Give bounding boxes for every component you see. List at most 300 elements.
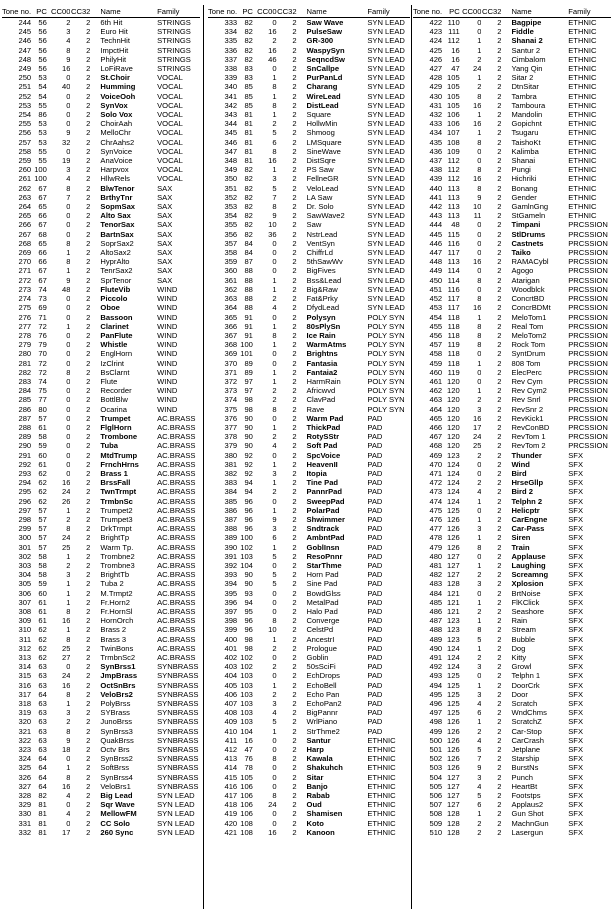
table-row <box>2 589 200 598</box>
tone-number: 324 <box>18 754 32 764</box>
cc32-value: 2 <box>292 487 297 497</box>
cc00-value: 1 <box>477 809 482 819</box>
tone-number: 496 <box>429 699 443 709</box>
table-row <box>413 248 611 257</box>
table-row <box>413 257 611 266</box>
tone-number: 328 <box>18 791 32 801</box>
tone-family: VOCAL <box>157 91 183 101</box>
pc-value: 123 <box>447 634 460 644</box>
cc00-value: 0 <box>477 459 482 469</box>
pc-value: 96 <box>244 616 253 626</box>
tone-family: PAD <box>367 579 383 589</box>
cc00-value: 1 <box>272 321 277 331</box>
table-row <box>208 662 410 671</box>
cc32-value: 2 <box>292 468 297 478</box>
tone-name: 260 Sync <box>100 827 134 837</box>
tone-family: ETHNIC <box>367 827 396 837</box>
pc-value: 126 <box>447 533 460 543</box>
tone-family: PRCSSION <box>568 432 608 442</box>
table-row <box>413 598 611 607</box>
cc32-value: 2 <box>86 27 91 37</box>
tone-family: ETHNIC <box>568 91 597 101</box>
tone-name: Wind <box>511 459 530 469</box>
cc00-value: 2 <box>272 487 277 497</box>
tone-family: SYN LEAD <box>367 211 405 221</box>
pc-value: 124 <box>447 496 460 506</box>
pc-value: 94 <box>244 597 253 607</box>
cc32-value: 2 <box>86 367 91 377</box>
cc00-value: 1 <box>272 726 277 736</box>
pc-value: 89 <box>244 367 253 377</box>
cc32-value: 2 <box>497 422 502 432</box>
cc00-value: 0 <box>272 809 277 819</box>
tone-family: SYN LEAD <box>367 146 405 156</box>
cc00-value: 4 <box>66 809 71 819</box>
cc32-value: 2 <box>497 763 502 773</box>
tone-number: 455 <box>429 321 443 331</box>
tone-name: EchoPan2 <box>306 699 342 709</box>
tone-name: BigFives <box>306 266 336 276</box>
cc32-value: 2 <box>86 349 91 359</box>
tone-family: WIND <box>157 376 178 386</box>
pc-value: 90 <box>244 579 253 589</box>
table-row <box>413 727 611 736</box>
pc-value: 119 <box>447 367 460 377</box>
cc00-value: 2 <box>477 818 482 828</box>
tone-name: Oboe <box>100 303 120 313</box>
cc32-value: 2 <box>497 616 502 626</box>
tone-number: 256 <box>18 128 32 138</box>
table-row <box>413 73 611 82</box>
tone-number: 252 <box>18 91 32 101</box>
cc32-value: 2 <box>86 505 91 515</box>
tone-family: SYNBRASS <box>157 735 199 745</box>
tone-name: EnglHorn <box>100 349 133 359</box>
cc32-value: 2 <box>86 579 91 589</box>
cc32-value: 2 <box>292 174 297 184</box>
cc00-value: 0 <box>66 100 71 110</box>
tone-name: StarThme <box>306 560 342 570</box>
cc00-value: 16 <box>62 478 71 488</box>
tone-name: Growl <box>511 662 532 672</box>
pc-value: 106 <box>240 791 253 801</box>
tone-family: SFX <box>568 616 584 626</box>
tone-family: PAD <box>367 597 383 607</box>
pc-value: 98 <box>244 643 253 653</box>
table-row <box>208 340 410 349</box>
tone-name: Footstps <box>511 791 541 801</box>
tone-family: SYN LEAD <box>367 183 405 193</box>
tone-table <box>208 5 410 837</box>
cc32-value: 2 <box>292 128 297 138</box>
tone-number: 340 <box>224 82 238 92</box>
pc-value: 113 <box>447 192 460 202</box>
cc32-value: 2 <box>292 257 297 267</box>
pc-value: 74 <box>38 284 47 294</box>
tone-family: SFX <box>568 607 584 616</box>
pc-value: 124 <box>447 487 460 497</box>
tone-family: VOCAL <box>157 128 183 138</box>
tone-family: POLY SYN <box>367 358 405 368</box>
tone-family: SYN LEAD <box>157 818 195 828</box>
cc00-value: 3 <box>477 579 482 589</box>
tone-family: SYN LEAD <box>367 91 405 101</box>
table-row <box>2 533 200 542</box>
cc00-value: 1 <box>272 376 277 386</box>
cc32-value: 2 <box>497 376 502 386</box>
tone-family: PAD <box>367 570 383 580</box>
table-row <box>208 441 410 450</box>
header-row <box>208 5 410 18</box>
table-row <box>208 294 410 303</box>
tone-name: SoprSax2 <box>100 238 134 248</box>
cc00-value: 10 <box>268 220 277 230</box>
cc32-value: 2 <box>292 450 297 460</box>
tone-name: Fantaia2 <box>306 367 338 377</box>
tone-family: POLY SYN <box>367 404 405 414</box>
tone-name: Fantasia <box>306 358 338 368</box>
tone-number: 424 <box>429 36 443 46</box>
cc32-value: 2 <box>292 238 297 248</box>
tone-number: 473 <box>429 487 443 497</box>
tone-family: SYNBRASS <box>157 726 199 736</box>
tone-family: AC.BRASS <box>157 634 196 644</box>
cc00-value: 1 <box>66 625 71 635</box>
tone-name: Door <box>511 689 528 699</box>
pc-value: 92 <box>244 459 253 469</box>
pc-value: 125 <box>447 689 460 699</box>
pc-value: 48 <box>451 220 460 230</box>
cc32-value: 2 <box>292 220 297 230</box>
cc32-value: 2 <box>86 137 91 147</box>
cc00-value: 8 <box>66 45 71 55</box>
tone-name: Thunder <box>511 450 542 460</box>
cc00-value: 0 <box>477 284 482 294</box>
tone-number: 462 <box>429 386 443 396</box>
tone-family: AC.BRASS <box>157 524 196 534</box>
cc32-value: 2 <box>86 671 91 681</box>
tone-number: 317 <box>18 689 32 699</box>
tone-family: ETHNIC <box>367 791 396 801</box>
pc-value: 57 <box>38 542 47 552</box>
cc32-value: 2 <box>497 560 502 570</box>
cc00-value: 1 <box>272 91 277 101</box>
tone-family: PRCSSION <box>568 340 608 350</box>
tone-name: NstrLead <box>306 229 338 239</box>
tone-family: SFX <box>568 809 584 819</box>
tone-name: Rev Cym2 <box>511 386 547 396</box>
tone-family: AC.BRASS <box>157 579 196 589</box>
tone-number: 360 <box>224 266 238 276</box>
table-row <box>413 763 611 772</box>
cc32-value: 2 <box>497 340 502 350</box>
tone-name: Humming <box>100 82 136 92</box>
tone-number: 284 <box>18 386 32 396</box>
cc32-value: 2 <box>86 487 91 497</box>
cc32-value: 2 <box>497 367 502 377</box>
cc32-value: 2 <box>86 91 91 101</box>
table-row <box>2 73 200 82</box>
pc-value: 60 <box>38 588 47 598</box>
table-row <box>2 607 200 616</box>
cc00-value: 1 <box>66 505 71 515</box>
cc00-value: 2 <box>272 294 277 304</box>
cc00-value: 1 <box>272 340 277 350</box>
pc-value: 120 <box>447 386 460 396</box>
cc00-value: 0 <box>477 229 482 239</box>
cc32-value: 2 <box>86 294 91 304</box>
cc00-value: 9 <box>272 211 277 221</box>
tone-family: SYN LEAD <box>367 137 405 147</box>
tone-number: 393 <box>224 570 238 580</box>
tone-family: SFX <box>568 643 584 653</box>
cc32-value: 2 <box>292 395 297 405</box>
table-row <box>413 432 611 441</box>
table-row <box>208 101 410 110</box>
cc00-value: 8 <box>66 257 71 267</box>
tone-family: SAX <box>157 248 173 258</box>
tone-number: 485 <box>429 597 443 607</box>
tone-name: BrightTb <box>100 570 130 580</box>
tone-name: VeloBrs2 <box>100 689 133 699</box>
cc32-value: 2 <box>86 275 91 285</box>
tone-name: Gender <box>511 192 537 202</box>
pc-value: 113 <box>447 183 460 193</box>
tone-family: PRCSSION <box>568 386 608 396</box>
cc32-value: 2 <box>292 422 297 432</box>
tone-number: 441 <box>429 192 443 202</box>
cc32-value: 2 <box>86 312 91 322</box>
table-row <box>413 561 611 570</box>
pc-value: 103 <box>240 680 253 690</box>
tone-number: 481 <box>429 560 443 570</box>
pc-value: 86 <box>38 110 47 120</box>
tone-number: 334 <box>224 27 238 37</box>
tone-number: 493 <box>429 671 443 681</box>
tone-number: 468 <box>429 441 443 451</box>
tone-name: WndChms <box>511 708 547 718</box>
tone-name: Echo Pan <box>306 689 340 699</box>
pc-value: 91 <box>244 312 253 322</box>
tone-family: PRCSSION <box>568 358 608 368</box>
tone-number: 404 <box>224 671 238 681</box>
table-row <box>413 681 611 690</box>
pc-value: 98 <box>244 395 253 405</box>
cc00-value: 8 <box>272 791 277 801</box>
tone-number: 355 <box>224 220 238 230</box>
tone-family: SYN LEAD <box>367 266 405 276</box>
tone-name: Screamng <box>511 570 549 580</box>
tone-name: TrmbnSc2 <box>100 653 136 663</box>
tone-family: SAX <box>157 211 173 221</box>
tone-name: CC Solo <box>100 818 130 828</box>
tone-name: MachnGun <box>511 818 549 828</box>
tone-number: 364 <box>224 303 238 313</box>
tone-number: 311 <box>19 634 32 644</box>
tone-number: 433 <box>429 119 443 129</box>
tone-number: 492 <box>429 662 443 672</box>
cc32-value: 2 <box>86 478 91 488</box>
tone-number: 454 <box>429 312 443 322</box>
pc-value: 108 <box>447 137 460 147</box>
cc00-value: 1 <box>66 266 71 276</box>
table-row <box>208 653 410 662</box>
tone-family: PAD <box>367 560 383 570</box>
header-cc32: CC32 <box>70 6 91 16</box>
tone-name: ScratchZ <box>511 717 542 727</box>
tone-number: 307 <box>18 597 32 607</box>
pc-value: 63 <box>38 717 47 727</box>
cc00-value: 0 <box>477 266 482 276</box>
cc32-value: 2 <box>86 827 91 837</box>
tone-name: Atarigan <box>511 275 540 285</box>
tone-name: 80sPlySn <box>306 321 341 331</box>
tone-number: 354 <box>224 211 238 221</box>
table-row <box>2 239 200 248</box>
cc00-value: 1 <box>272 478 277 488</box>
tone-name: Solo Vox <box>100 110 133 120</box>
tone-family: ETHNIC <box>367 772 396 782</box>
pc-value: 98 <box>244 634 253 644</box>
tone-family: SFX <box>568 588 584 598</box>
tone-name: Jetplane <box>511 745 541 755</box>
cc32-value: 2 <box>497 625 502 635</box>
tone-family: PRCSSION <box>568 376 608 386</box>
tone-family: AC.BRASS <box>157 514 196 524</box>
tone-family: SYNBRASS <box>157 745 199 755</box>
tone-name: DfydLead <box>306 303 340 313</box>
tone-name: Sndtrack <box>306 524 340 534</box>
table-row <box>413 782 611 791</box>
tone-name: ImpctHit <box>100 45 129 55</box>
tone-number: 333 <box>224 18 238 27</box>
tone-number: 296 <box>18 496 32 506</box>
pc-value: 120 <box>447 413 460 423</box>
tone-number: 351 <box>224 183 238 193</box>
tone-name: Fat&Prky <box>306 294 338 304</box>
pc-value: 67 <box>38 220 47 230</box>
tone-name: Fr.Horn2 <box>100 597 130 607</box>
cc32-value: 2 <box>86 625 91 635</box>
cc00-value: 2 <box>477 82 482 92</box>
tone-number: 394 <box>224 579 238 589</box>
tone-family: STRINGS <box>157 27 191 37</box>
tone-name: M.Trmpt2 <box>100 588 133 598</box>
table-row <box>2 64 200 73</box>
cc32-value: 2 <box>86 321 91 331</box>
table-row <box>413 119 611 128</box>
tone-family: AC.BRASS <box>157 496 196 506</box>
pc-value: 117 <box>447 248 460 258</box>
tone-number: 371 <box>224 367 238 377</box>
cc00-value: 5 <box>477 791 482 801</box>
table-row <box>413 386 611 395</box>
tone-name: Flute <box>100 376 118 386</box>
tone-family: SFX <box>568 818 584 828</box>
cc00-value: 24 <box>473 432 482 442</box>
tone-family: AC.BRASS <box>157 450 196 460</box>
pc-value: 82 <box>244 211 253 221</box>
cc32-value: 2 <box>292 275 297 285</box>
cc00-value: 1 <box>477 45 482 55</box>
pc-value: 106 <box>447 110 460 120</box>
cc00-value: 0 <box>272 607 277 616</box>
table-row <box>413 322 611 331</box>
cc32-value: 2 <box>292 763 297 773</box>
cc32-value: 2 <box>86 496 91 506</box>
pc-value: 112 <box>447 156 460 166</box>
cc32-value: 2 <box>497 827 502 837</box>
tone-family: SFX <box>568 791 584 801</box>
tone-name: Train <box>511 542 530 552</box>
tone-family: ETHNIC <box>568 119 597 129</box>
cc00-value: 0 <box>477 248 482 258</box>
cc32-value: 2 <box>497 579 502 589</box>
cc32-value: 2 <box>86 386 91 396</box>
tone-family: SFX <box>568 551 584 561</box>
pc-value: 76 <box>244 754 253 764</box>
pc-value: 126 <box>447 735 460 745</box>
tone-number: 373 <box>224 386 238 396</box>
tone-name: RevSnr 2 <box>511 404 544 414</box>
table-row <box>2 625 200 634</box>
tone-family: SFX <box>568 478 584 488</box>
tone-family: SFX <box>568 827 584 837</box>
tone-family: SYN LEAD <box>367 128 405 138</box>
table-row <box>413 294 611 303</box>
pc-value: 103 <box>240 671 253 681</box>
cc00-value: 1 <box>477 386 482 396</box>
cc32-value: 2 <box>86 542 91 552</box>
cc32-value: 2 <box>497 146 502 156</box>
pc-value: 63 <box>38 735 47 745</box>
table-row <box>2 248 200 257</box>
tone-number: 497 <box>429 708 443 718</box>
tone-name: BigPannr <box>306 708 338 718</box>
cc32-value: 2 <box>497 64 502 74</box>
pc-value: 127 <box>447 800 460 810</box>
tone-name: Telphn 2 <box>511 496 543 506</box>
tone-name: EchoBell <box>306 680 337 690</box>
cc32-value: 2 <box>497 689 502 699</box>
pc-value: 80 <box>38 404 47 414</box>
pc-value: 67 <box>38 266 47 276</box>
tone-number: 396 <box>224 597 238 607</box>
cc00-value: 1 <box>66 321 71 331</box>
tone-name: FellneGR <box>306 174 339 184</box>
tone-number: 451 <box>429 284 443 294</box>
table-row <box>2 220 200 229</box>
pc-value: 113 <box>447 257 460 267</box>
tone-number: 255 <box>18 119 32 129</box>
tone-name: Piccolo <box>100 294 128 304</box>
cc32-value: 2 <box>86 119 91 129</box>
cc32-value: 2 <box>292 100 297 110</box>
tone-name: Fiddle <box>511 27 534 37</box>
table-row <box>208 809 410 818</box>
tone-number: 325 <box>18 763 32 773</box>
tone-family: AC.BRASS <box>157 422 196 432</box>
cc00-value: 0 <box>66 91 71 101</box>
tone-number: 430 <box>429 91 443 101</box>
cc32-value: 2 <box>292 156 297 166</box>
table-row <box>2 653 200 662</box>
pc-value: 82 <box>244 202 253 212</box>
tone-name: Shakuhch <box>306 763 343 773</box>
tone-number: 483 <box>429 579 443 589</box>
table-row <box>208 561 410 570</box>
cc32-value: 2 <box>292 616 297 626</box>
